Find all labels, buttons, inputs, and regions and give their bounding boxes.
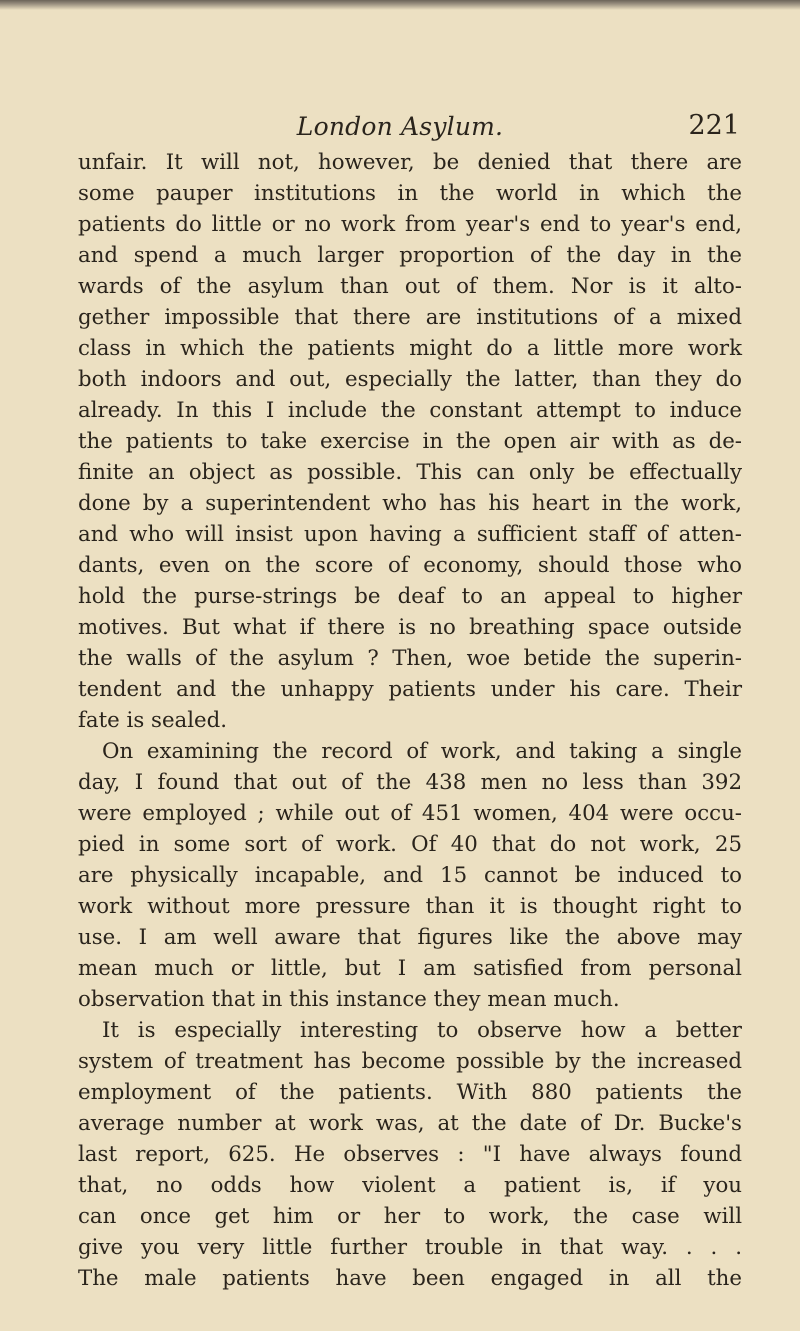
text-line: some pauper institutions in the world in which the <box>78 181 742 206</box>
text-line: last report, 625. He observes : "I have always found <box>78 1142 742 1167</box>
text-line: both indoors and out, especially the latter, than they do <box>78 367 742 392</box>
body-text <box>78 147 742 1294</box>
text-line: the patients to take exercise in the open air with as de- <box>78 429 742 454</box>
page-number: 221 <box>688 110 740 141</box>
text-line: pied in some sort of work. Of 40 that do not work, 25 <box>78 832 742 857</box>
text-line: and spend a much larger proportion of the day in the <box>78 243 742 268</box>
text-line: average number at work was, at the date of Dr. Bucke's <box>78 1111 742 1136</box>
text-line: use. I am well aware that figures like the above may <box>78 925 742 950</box>
text-line: gether impossible that there are institutions of a mixed <box>78 305 742 330</box>
text-line: were employed ; while out of 451 women, 404 were occu- <box>78 801 742 826</box>
text-line: system of treatment has become possible by the increased <box>78 1049 742 1074</box>
text-line: and who will insist upon having a sufficient staff of atten- <box>78 522 742 547</box>
text-line: unfair. It will not, however, be denied that there are <box>78 150 742 175</box>
text-line: observation that in this instance they mean much. <box>78 987 620 1012</box>
text-line: motives. But what if there is no breathing space outside <box>78 615 742 640</box>
text-line: The male patients have been engaged in all the <box>78 1266 742 1291</box>
text-line: that, no odds how violent a patient is, if you <box>78 1173 742 1198</box>
text-line: class in which the patients might do a little more work <box>78 336 742 361</box>
running-head: London Asylum. <box>296 112 504 141</box>
text-line: can once get him or her to work, the case will <box>78 1204 742 1229</box>
text-line: patients do little or no work from year's end to year's end, <box>78 212 742 237</box>
text-line: tendent and the unhappy patients under his care. Their <box>78 677 742 702</box>
text-line: On examining the record of work, and taking a single <box>102 739 742 764</box>
text-line: wards of the asylum than out of them. Nor is it alto- <box>78 274 742 299</box>
text-line: mean much or little, but I am satisfied from personal <box>78 956 742 981</box>
text-line: day, I found that out of the 438 men no less than 392 <box>78 770 742 795</box>
text-line: done by a superintendent who has his heart in the work, <box>78 491 742 516</box>
text-line: the walls of the asylum ? Then, woe betide the superin- <box>78 646 742 671</box>
text-line: employment of the patients. With 880 patients the <box>78 1080 742 1105</box>
text-line: It is especially interesting to observe how a better <box>102 1018 742 1043</box>
text-line: work without more pressure than it is thought right to <box>78 894 742 919</box>
page-header <box>0 112 800 152</box>
text-line: give you very little further trouble in that way. . . . <box>78 1235 742 1260</box>
text-line: already. In this I include the constant attempt to induce <box>78 398 742 423</box>
text-line: hold the purse-strings be deaf to an appeal to higher <box>78 584 742 609</box>
text-line: dants, even on the score of economy, should those who <box>78 553 742 578</box>
text-line: fate is sealed. <box>78 708 228 733</box>
page-top-edge-shadow <box>0 0 800 10</box>
text-line: finite an object as possible. This can only be effectually <box>78 460 742 485</box>
text-line: are physically incapable, and 15 cannot be induced to <box>78 863 742 888</box>
